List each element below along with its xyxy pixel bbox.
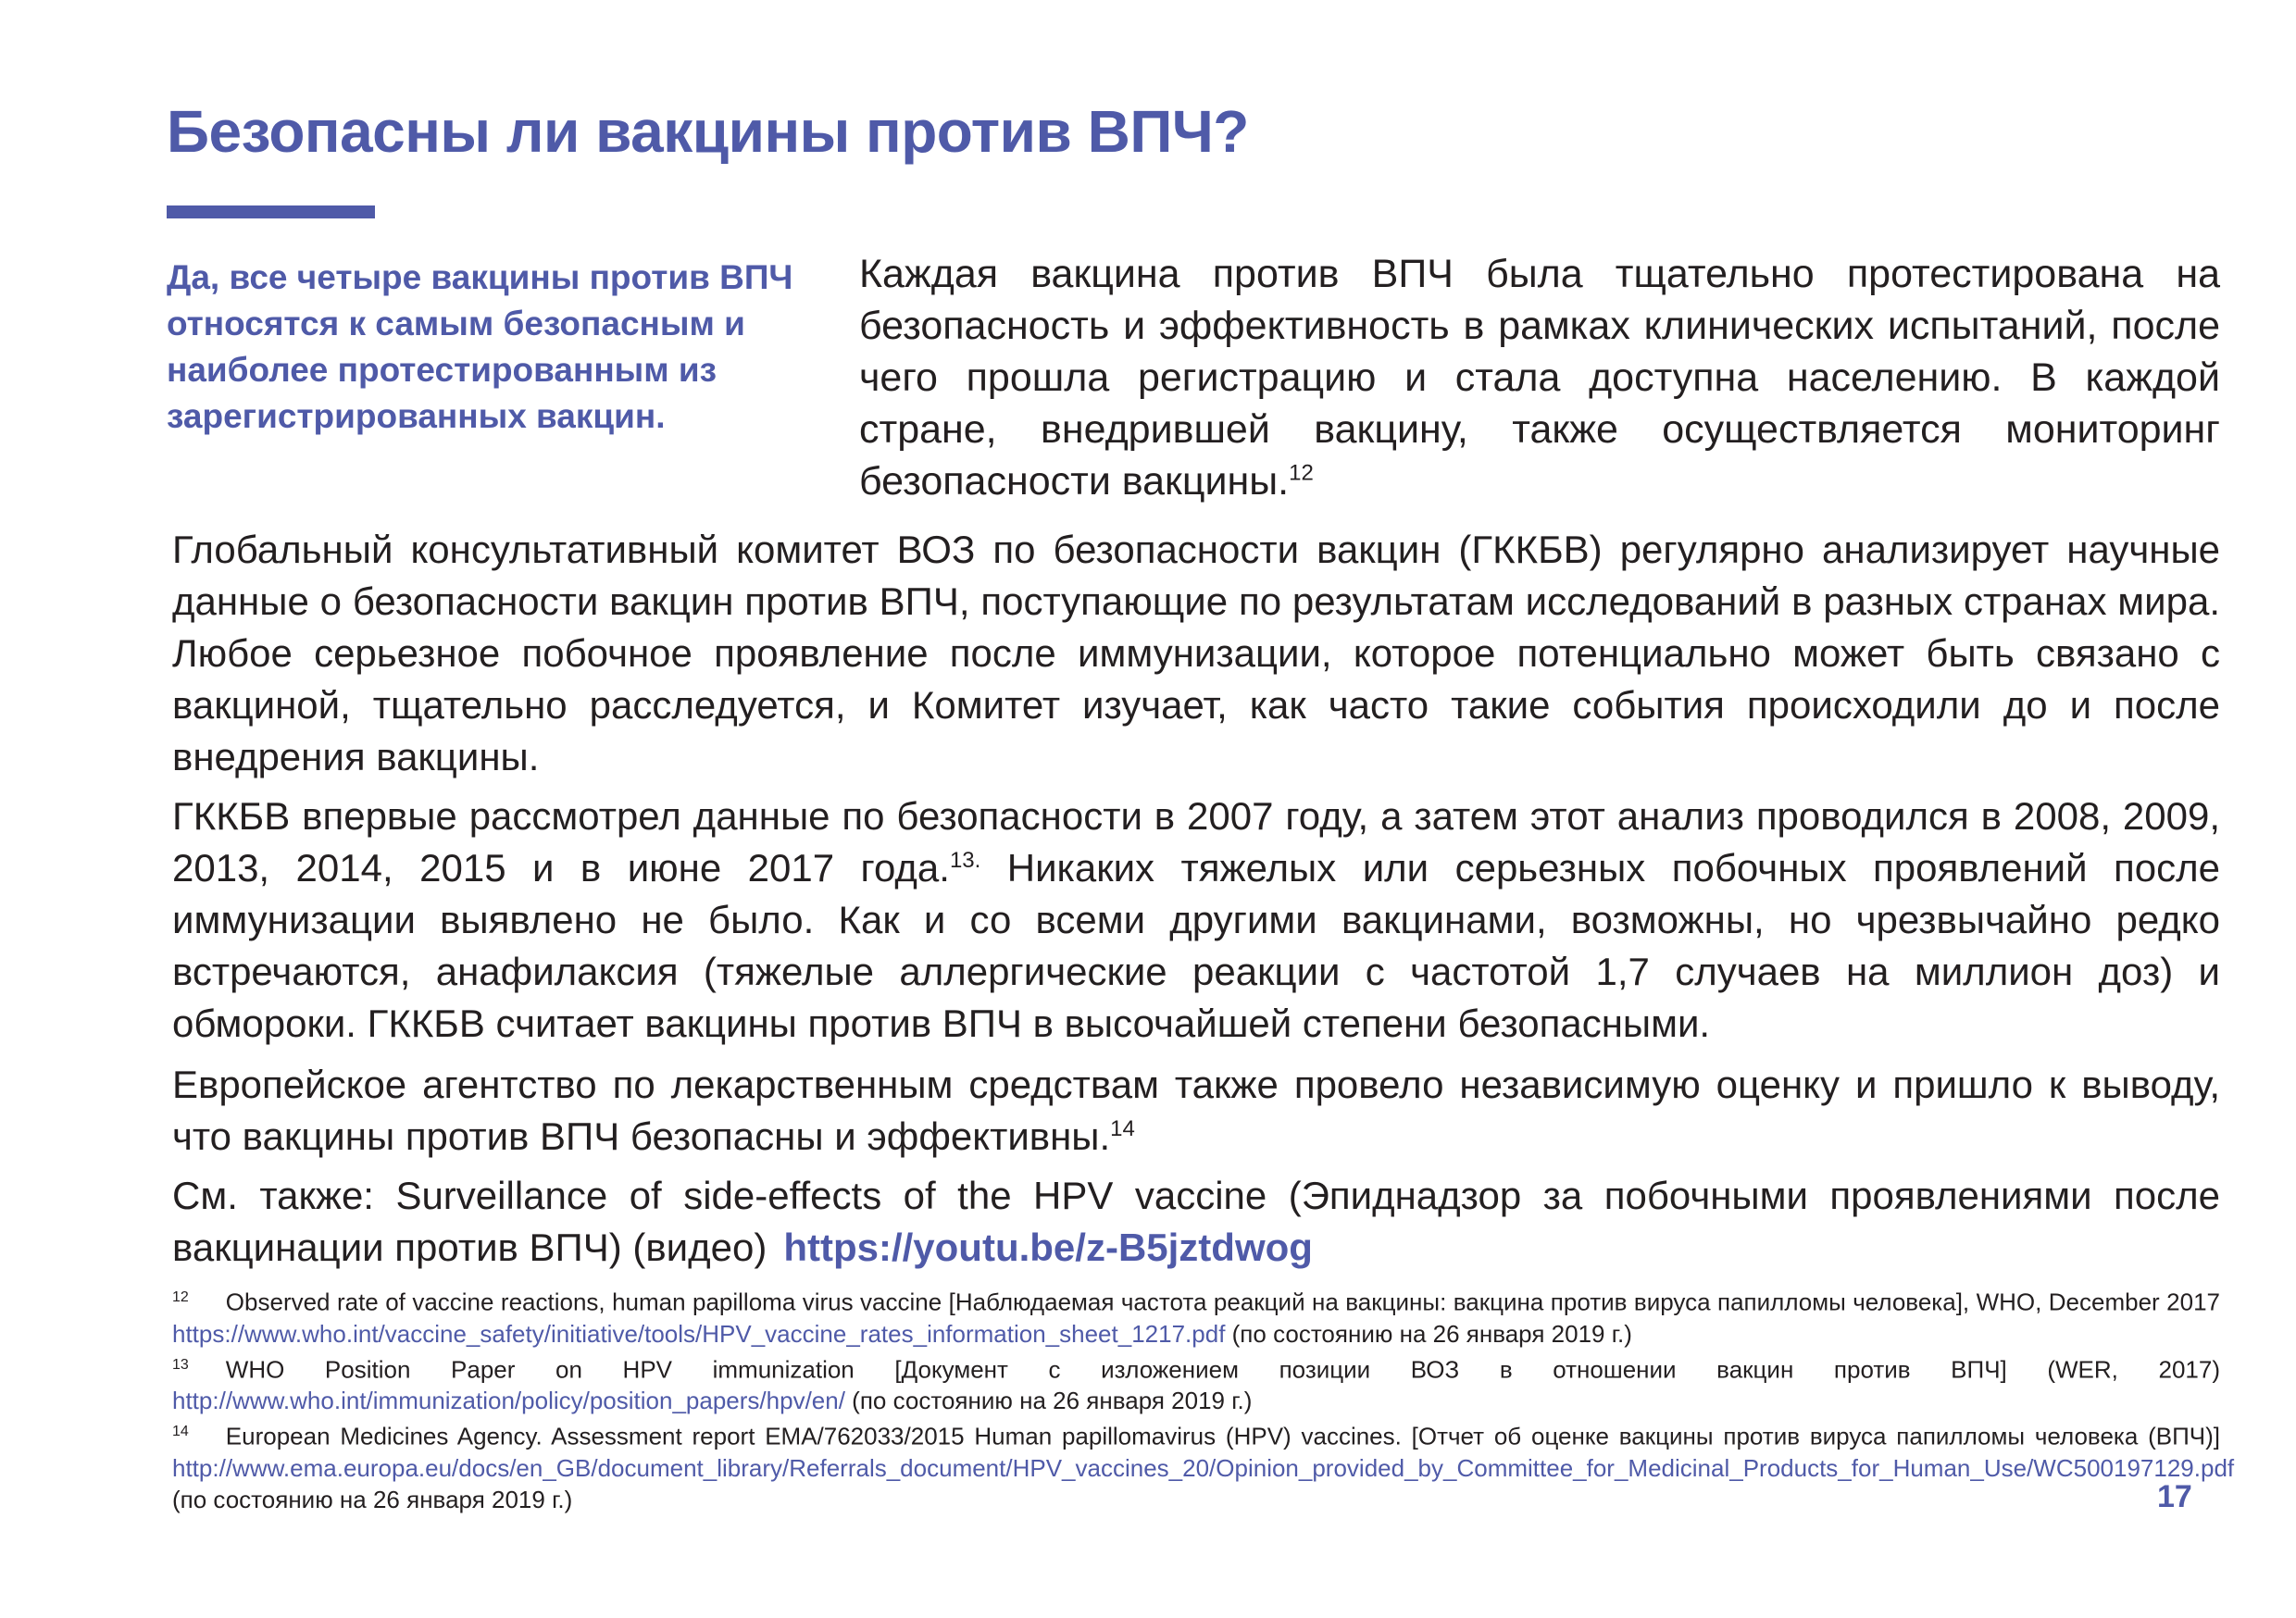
footnote-number: 12 [172, 1289, 189, 1305]
footnote-text: European Medicines Agency. Assessment report EMA/762033/2015 Human papillomavirus (HPV) vaccines. [Отчет об оценке вакцины против вируса папилломы человека (ВПЧ)] [225, 1422, 2220, 1450]
title-underline [167, 205, 375, 218]
footnote-link[interactable]: http://www.ema.europa.eu/docs/en_GB/document_library/Referrals_document/HPV_vaccines_20/Opinion_provided_by_Committee_for_Medicinal_Products_for_Human_Use/WC500197129.pdf [172, 1453, 2235, 1482]
footnote-text: WHO Position Paper on HPV immunization [Документ с изложением позиции ВОЗ в отношении вакцин против ВПЧ] (WER, 2017) [225, 1355, 2220, 1384]
footnote-ref-13[interactable]: 13. [949, 848, 981, 873]
footnote-link[interactable]: https://www.who.int/vaccine_safety/initiative/tools/HPV_vaccine_rates_information_sheet_1217.pdf [172, 1319, 1226, 1348]
footnotes [172, 1282, 2235, 1515]
see-also-text: См. также: Surveillance of side-effects of the HPV vaccine (Эпиднадзор за побочными проявлениями после вакцинации против ВПЧ) (видео) [172, 1174, 2220, 1269]
paragraph-ema-text: Европейское агентство по лекарственным средствам также провело независимую оценку и пришло к выводу, что вакцины против ВПЧ безопасны и эффективны. [172, 1063, 2220, 1158]
footnote-12 [172, 1282, 2220, 1350]
footnote-suffix: (по состоянию на 26 января 2019 г.) [172, 1485, 573, 1513]
footnote-14 [172, 1416, 2235, 1515]
paragraph-see-also [172, 1170, 2220, 1274]
footnote-suffix: (по состоянию на 26 января 2019 г.) [1225, 1319, 1632, 1348]
intro-text: Каждая вакцина против ВПЧ была тщательно протестирована на безопасность и эффективность в рамках клинических испытаний, после чего прошла регистрацию и стала доступна населению. В каждой стране, внедрившей вакцину, также осуществляется мониторинг безопасности вакцины. [859, 252, 2220, 504]
footnote-suffix: (по состоянию на 26 января 2019 г.) [844, 1387, 1253, 1415]
paragraph-gacvs: Глобальный консультативный комитет ВОЗ по безопасности вакцин (ГККБВ) регулярно анализирует научные данные о безопасности вакцин против ВПЧ, поступающие по результатам исследований в разных странах мира. Любое серьезное побочное проявление после иммунизации, которое потенциально может быть связано с вакциной, тщательно расследуется, и Комитет изучает, как часто такие события происходили до и после внедрения вакцины. [172, 528, 2220, 778]
page-title: Безопасны ли вакцины против ВПЧ? [167, 98, 1249, 165]
callout-text: Да, все четыре вакцины против ВПЧ относятся к самым безопасным и наиболее протестированным из зарегистрированных вакцин. [167, 258, 793, 435]
footnote-number: 13 [172, 1356, 189, 1373]
page-number: 17 [2157, 1479, 2192, 1514]
paragraph-review-history [172, 790, 2220, 1050]
paragraph-review-history-part2: Никаких тяжелых или серьезных побочных проявлений после иммунизации выявлено не было. Как и со всеми другими вакцинами, возможны, но чрезвычайно редко встречаются, анафилаксия (тяжелые аллергические реакции с частотой 1,7 случаев на миллион доз) и обмороки. ГККБВ считает вакцины против ВПЧ в высочайшей степени безопасными. [172, 846, 2220, 1045]
intro-paragraph [859, 248, 2220, 507]
footnote-ref-14[interactable]: 14 [1110, 1116, 1135, 1141]
footnote-link[interactable]: http://www.who.int/immunization/policy/position_papers/hpv/en/ [172, 1387, 845, 1415]
footnote-text: Observed rate of vaccine reactions, human papilloma virus vaccine [Наблюдаемая частота реакций на вакцины: вакцина против вируса папилломы человека], WHO, December 2017 [225, 1288, 2220, 1316]
footnote-13 [172, 1350, 2220, 1417]
paragraph-ema [172, 1059, 2220, 1163]
paragraph-review-history-part1: ГККБВ впервые рассмотрел данные по безопасности в 2007 году, а затем этот анализ проводился в 2008, 2009, 2013, 2014, 2015 и в июне 2017 года. [172, 794, 2220, 890]
footnote-number: 14 [172, 1424, 189, 1440]
video-link[interactable]: https://youtu.be/z-B5jztdwog [783, 1226, 1313, 1269]
footnote-ref-12[interactable]: 12 [1289, 460, 1314, 486]
